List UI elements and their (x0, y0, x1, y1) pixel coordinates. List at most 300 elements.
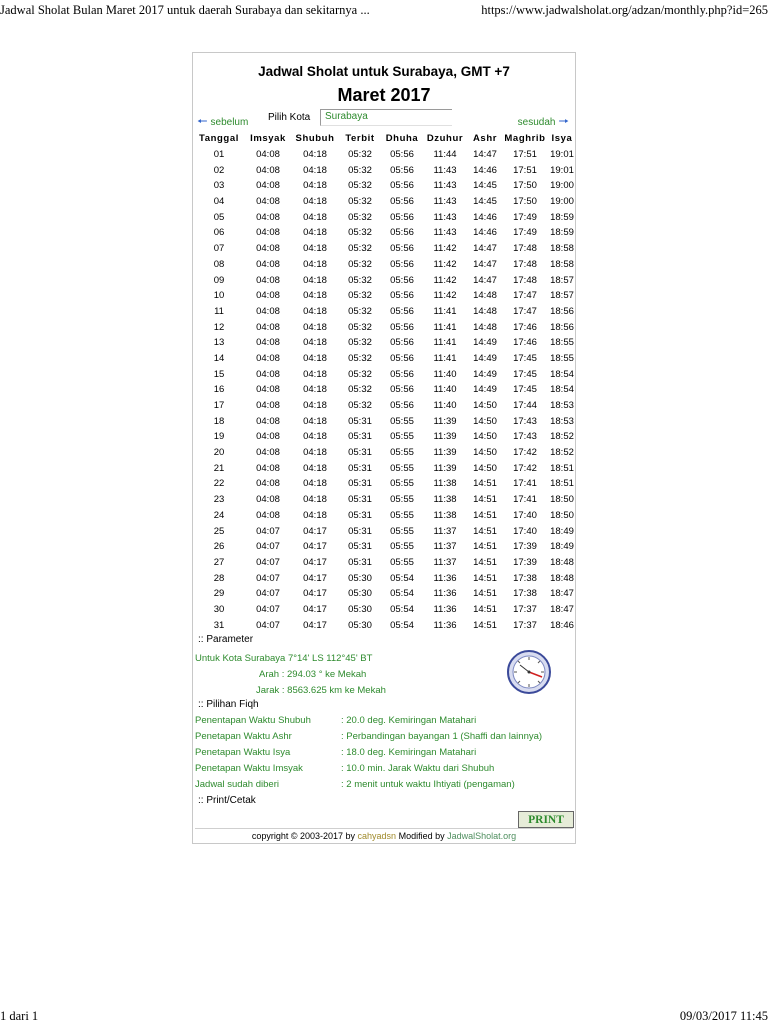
column-header: Shubuh (295, 133, 335, 145)
fiqh-heading: :: Pilihan Fiqh (198, 699, 259, 710)
time-cell: 05:56 (390, 258, 414, 270)
time-cell: 14:47 (473, 149, 497, 161)
time-cell: 05:56 (390, 352, 414, 364)
time-cell: 18:51 (550, 478, 574, 490)
time-cell: 11:36 (433, 588, 457, 600)
date-cell: 04 (213, 196, 225, 208)
table-row (193, 586, 577, 602)
time-cell: 18:58 (550, 243, 574, 255)
mecca-distance (256, 685, 386, 696)
time-cell: 17:41 (513, 494, 537, 506)
parameter-heading: :: Parameter (198, 634, 254, 645)
time-cell: 05:32 (348, 149, 372, 161)
time-cell: 18:52 (550, 447, 574, 459)
date-cell: 28 (213, 572, 225, 584)
column-header: Terbit (345, 133, 375, 145)
time-cell: 04:18 (303, 431, 327, 443)
time-cell: 17:42 (513, 462, 537, 474)
time-cell: 04:18 (303, 478, 327, 490)
time-cell: 05:32 (348, 258, 372, 270)
city-select[interactable]: Surabaya (320, 109, 452, 126)
time-cell: 14:50 (473, 447, 497, 459)
city-label: Pilih Kota (268, 112, 311, 123)
time-cell: 04:08 (256, 258, 280, 270)
table-row (193, 225, 577, 241)
time-cell: 17:45 (513, 368, 537, 380)
date-cell: 14 (213, 352, 225, 364)
time-cell: 11:44 (433, 149, 457, 161)
time-cell: 04:07 (256, 588, 280, 600)
time-cell: 14:50 (473, 415, 497, 427)
time-cell: 05:31 (348, 509, 372, 521)
time-cell: 17:48 (513, 243, 537, 255)
time-cell: 17:51 (513, 164, 537, 176)
time-cell: 18:56 (550, 305, 574, 317)
time-cell: 05:54 (390, 603, 414, 615)
copyright-line (193, 831, 575, 841)
table-row (193, 476, 577, 492)
copyright-prefix: copyright © 2003-2017 by (251, 831, 356, 841)
time-cell: 05:56 (390, 227, 414, 239)
time-cell: 04:18 (303, 494, 327, 506)
table-row (193, 162, 577, 178)
time-cell: 05:54 (390, 588, 414, 600)
time-cell: 11:39 (433, 447, 457, 459)
time-cell: 04:18 (303, 384, 327, 396)
time-cell: 18:55 (550, 337, 574, 349)
print-button[interactable]: PRINT (518, 811, 574, 828)
time-cell: 17:45 (513, 384, 537, 396)
time-cell: 05:56 (390, 400, 414, 412)
direction-label: Arah : (259, 669, 285, 680)
date-cell: 05 (213, 211, 225, 223)
fiqh-item-value: : 10.0 min. Jarak Waktu dari Shubuh (341, 763, 495, 774)
time-cell: 05:30 (348, 603, 372, 615)
fiqh-item-label: Penetapan Waktu Isya (195, 747, 291, 758)
time-cell: 11:43 (433, 211, 457, 223)
table-row (193, 492, 577, 508)
time-cell: 05:30 (348, 572, 372, 584)
time-cell: 05:31 (348, 431, 372, 443)
table-row (193, 194, 577, 210)
time-cell: 18:49 (550, 525, 574, 537)
time-cell: 18:52 (550, 431, 574, 443)
time-cell: 19:01 (550, 164, 574, 176)
time-cell: 17:44 (513, 400, 537, 412)
site-link[interactable]: JadwalSholat.org (447, 831, 517, 841)
date-cell: 21 (213, 462, 225, 474)
time-cell: 11:42 (433, 258, 457, 270)
time-cell: 05:55 (390, 556, 414, 568)
time-cell: 11:41 (433, 305, 457, 317)
time-cell: 18:57 (550, 290, 574, 302)
time-cell: 04:07 (256, 556, 280, 568)
time-cell: 05:32 (348, 164, 372, 176)
time-cell: 05:56 (390, 243, 414, 255)
qibla-compass-icon (506, 649, 552, 695)
table-row (193, 460, 577, 476)
time-cell: 05:32 (348, 180, 372, 192)
arrow-left-icon: 🠔 (197, 114, 208, 128)
time-cell: 05:56 (390, 196, 414, 208)
date-cell: 18 (213, 415, 225, 427)
time-cell: 11:39 (433, 431, 457, 443)
date-cell: 07 (213, 243, 225, 255)
time-cell: 04:08 (256, 164, 280, 176)
time-cell: 04:08 (256, 368, 280, 380)
time-cell: 14:46 (473, 164, 497, 176)
print-heading: :: Print/Cetak (198, 795, 256, 806)
time-cell: 05:32 (348, 337, 372, 349)
fiqh-item-value: : 20.0 deg. Kemiringan Matahari (341, 715, 477, 726)
date-cell: 15 (213, 368, 225, 380)
fiqh-item-value: : Perbandingan bayangan 1 (Shaffi dan lainnya) (341, 731, 543, 742)
time-cell: 18:50 (550, 509, 574, 521)
time-cell: 11:41 (433, 321, 457, 333)
time-cell: 05:55 (390, 541, 414, 553)
time-cell: 04:18 (303, 243, 327, 255)
time-cell: 17:48 (513, 258, 537, 270)
time-cell: 04:08 (256, 400, 280, 412)
time-cell: 11:37 (433, 541, 457, 553)
table-row (193, 508, 577, 524)
time-cell: 14:51 (473, 603, 497, 615)
time-cell: 19:00 (550, 196, 574, 208)
column-header: Dhuha (385, 133, 419, 145)
date-cell: 20 (213, 447, 225, 459)
time-cell: 05:54 (390, 619, 414, 631)
table-row (193, 523, 577, 539)
time-cell: 17:38 (513, 572, 537, 584)
print-header-title: Jadwal Sholat Bulan Maret 2017 untuk daerah Surabaya dan sekitarnya ... (0, 3, 370, 17)
table-row (193, 147, 577, 163)
time-cell: 05:32 (348, 227, 372, 239)
date-cell: 09 (213, 274, 225, 286)
time-cell: 11:42 (433, 243, 457, 255)
table-row (193, 366, 577, 382)
time-cell: 04:18 (303, 274, 327, 286)
time-cell: 04:08 (256, 321, 280, 333)
time-cell: 05:32 (348, 400, 372, 412)
time-cell: 05:55 (390, 494, 414, 506)
time-cell: 04:08 (256, 352, 280, 364)
date-cell: 16 (213, 384, 225, 396)
table-header-row (193, 131, 577, 147)
time-cell: 04:18 (303, 180, 327, 192)
time-cell: 17:50 (513, 180, 537, 192)
print-datetime: 09/03/2017 11:45 (679, 1009, 768, 1023)
date-cell: 13 (213, 337, 225, 349)
time-cell: 05:31 (348, 525, 372, 537)
table-row (193, 257, 577, 273)
column-header: Ashr (472, 133, 498, 145)
time-cell: 14:46 (473, 211, 497, 223)
time-cell: 05:32 (348, 368, 372, 380)
time-cell: 05:32 (348, 384, 372, 396)
time-cell: 05:32 (348, 196, 372, 208)
time-cell: 11:39 (433, 415, 457, 427)
time-cell: 14:51 (473, 509, 497, 521)
time-cell: 14:50 (473, 400, 497, 412)
time-cell: 11:38 (433, 509, 457, 521)
time-cell: 14:51 (473, 556, 497, 568)
prayer-times-table (193, 131, 577, 633)
time-cell: 04:08 (256, 227, 280, 239)
time-cell: 11:43 (433, 227, 457, 239)
time-cell: 11:43 (433, 196, 457, 208)
fiqh-item-value: : 2 menit untuk waktu Ihtiyati (pengaman) (341, 779, 515, 790)
time-cell: 14:45 (473, 196, 497, 208)
time-cell: 17:40 (513, 525, 537, 537)
date-cell: 12 (213, 321, 225, 333)
time-cell: 05:56 (390, 305, 414, 317)
prayer-schedule-panel (192, 52, 576, 844)
time-cell: 14:49 (473, 384, 497, 396)
distance-label: Jarak : (256, 685, 285, 696)
date-cell: 01 (213, 149, 225, 161)
prev-month-link[interactable] (197, 112, 248, 133)
time-cell: 18:55 (550, 352, 574, 364)
time-cell: 04:17 (303, 588, 327, 600)
time-cell: 11:40 (433, 400, 457, 412)
time-cell: 05:31 (348, 415, 372, 427)
time-cell: 18:53 (550, 415, 574, 427)
print-page-number: 1 dari 1 (0, 1009, 39, 1023)
date-cell: 06 (213, 227, 225, 239)
arrow-right-icon: 🠖 (558, 114, 569, 128)
time-cell: 04:18 (303, 368, 327, 380)
time-cell: 17:41 (513, 478, 537, 490)
time-cell: 11:40 (433, 384, 457, 396)
time-cell: 14:48 (473, 290, 497, 302)
time-cell: 11:38 (433, 494, 457, 506)
time-cell: 04:07 (256, 572, 280, 584)
column-header: Maghrib (504, 133, 546, 145)
time-cell: 14:49 (473, 337, 497, 349)
time-cell: 05:55 (390, 509, 414, 521)
time-cell: 14:49 (473, 368, 497, 380)
time-cell: 05:54 (390, 572, 414, 584)
fiqh-item-value: : 18.0 deg. Kemiringan Matahari (341, 747, 477, 758)
time-cell: 18:58 (550, 258, 574, 270)
column-header: Dzuhur (426, 133, 464, 145)
date-cell: 29 (213, 588, 225, 600)
time-cell: 05:32 (348, 352, 372, 364)
date-cell: 22 (213, 478, 225, 490)
time-cell: 18:48 (550, 572, 574, 584)
time-cell: 18:57 (550, 274, 574, 286)
time-cell: 14:47 (473, 258, 497, 270)
date-cell: 10 (213, 290, 225, 302)
time-cell: 05:56 (390, 211, 414, 223)
qibla-direction (259, 669, 366, 680)
time-cell: 18:59 (550, 211, 574, 223)
time-cell: 04:08 (256, 415, 280, 427)
table-row (193, 272, 577, 288)
time-cell: 05:31 (348, 494, 372, 506)
time-cell: 04:17 (303, 619, 327, 631)
date-cell: 08 (213, 258, 225, 270)
time-cell: 04:08 (256, 149, 280, 161)
time-cell: 04:17 (303, 525, 327, 537)
time-cell: 11:38 (433, 478, 457, 490)
time-cell: 17:49 (513, 227, 537, 239)
time-cell: 05:55 (390, 415, 414, 427)
next-month-label: sesudah (517, 117, 556, 128)
time-cell: 17:39 (513, 541, 537, 553)
time-cell: 04:08 (256, 447, 280, 459)
time-cell: 04:18 (303, 227, 327, 239)
table-row (193, 398, 577, 414)
table-row (193, 617, 577, 633)
fiqh-item-label: Penetapan Waktu Imsyak (195, 763, 303, 774)
table-row (193, 570, 577, 586)
table-row (193, 602, 577, 618)
time-cell: 18:51 (550, 462, 574, 474)
time-cell: 18:48 (550, 556, 574, 568)
time-cell: 18:56 (550, 321, 574, 333)
date-cell: 26 (213, 541, 225, 553)
time-cell: 05:56 (390, 384, 414, 396)
date-cell: 11 (214, 305, 224, 317)
time-cell: 05:31 (348, 447, 372, 459)
column-header: Isya (551, 133, 573, 145)
table-row (193, 319, 577, 335)
time-cell: 11:43 (433, 164, 457, 176)
time-cell: 05:32 (348, 274, 372, 286)
time-cell: 18:46 (550, 619, 574, 631)
time-cell: 05:56 (390, 149, 414, 161)
time-cell: 04:18 (303, 196, 327, 208)
time-cell: 04:17 (303, 541, 327, 553)
time-cell: 18:54 (550, 384, 574, 396)
time-cell: 17:39 (513, 556, 537, 568)
time-cell: 19:01 (550, 149, 574, 161)
time-cell: 04:08 (256, 243, 280, 255)
time-cell: 17:46 (513, 337, 537, 349)
time-cell: 05:30 (348, 588, 372, 600)
time-cell: 04:18 (303, 290, 327, 302)
distance-value: 8563.625 km ke Mekah (287, 685, 386, 696)
time-cell: 17:45 (513, 352, 537, 364)
time-cell: 17:48 (513, 274, 537, 286)
time-cell: 11:41 (433, 352, 457, 364)
month-title: Maret 2017 (337, 85, 431, 105)
table-row (193, 413, 577, 429)
time-cell: 05:32 (348, 305, 372, 317)
date-cell: 19 (213, 431, 225, 443)
time-cell: 04:18 (303, 415, 327, 427)
time-cell: 18:49 (550, 541, 574, 553)
time-cell: 17:43 (513, 431, 537, 443)
time-cell: 04:08 (256, 509, 280, 521)
time-cell: 04:18 (303, 321, 327, 333)
location-info: Untuk Kota Surabaya 7°14' LS 112°45' BT (195, 653, 373, 664)
time-cell: 04:18 (303, 211, 327, 223)
time-cell: 14:51 (473, 541, 497, 553)
time-cell: 14:50 (473, 431, 497, 443)
time-cell: 04:08 (256, 290, 280, 302)
time-cell: 05:56 (390, 180, 414, 192)
time-cell: 05:56 (390, 290, 414, 302)
date-cell: 25 (213, 525, 225, 537)
time-cell: 11:40 (433, 368, 457, 380)
time-cell: 18:50 (550, 494, 574, 506)
time-cell: 05:32 (348, 243, 372, 255)
date-cell: 30 (213, 603, 225, 615)
table-row (193, 555, 577, 571)
table-row (193, 429, 577, 445)
time-cell: 11:41 (433, 337, 457, 349)
table-row (193, 335, 577, 351)
time-cell: 04:17 (303, 572, 327, 584)
time-cell: 04:18 (303, 509, 327, 521)
time-cell: 18:53 (550, 400, 574, 412)
time-cell: 05:55 (390, 447, 414, 459)
next-month-link[interactable] (518, 112, 569, 133)
table-row (193, 241, 577, 257)
time-cell: 11:37 (433, 556, 457, 568)
time-cell: 05:55 (390, 431, 414, 443)
time-cell: 17:46 (513, 321, 537, 333)
time-cell: 17:37 (513, 619, 537, 631)
time-cell: 05:56 (390, 368, 414, 380)
time-cell: 05:55 (390, 462, 414, 474)
time-cell: 14:51 (473, 588, 497, 600)
time-cell: 17:47 (513, 305, 537, 317)
time-cell: 14:50 (473, 462, 497, 474)
date-cell: 23 (213, 494, 225, 506)
time-cell: 04:08 (256, 384, 280, 396)
time-cell: 04:18 (303, 352, 327, 364)
time-cell: 14:49 (473, 352, 497, 364)
time-cell: 17:43 (513, 415, 537, 427)
table-row (193, 382, 577, 398)
date-cell: 24 (213, 509, 225, 521)
panel-title: Jadwal Sholat untuk Surabaya, GMT +7 (258, 64, 510, 79)
time-cell: 14:47 (473, 243, 497, 255)
copyright-middle: Modified by (398, 831, 445, 841)
author-link[interactable]: cahyadsn (357, 831, 397, 841)
time-cell: 14:51 (473, 494, 497, 506)
date-cell: 17 (213, 400, 225, 412)
time-cell: 11:39 (433, 462, 457, 474)
time-cell: 18:47 (550, 603, 574, 615)
table-row (193, 445, 577, 461)
time-cell: 04:08 (256, 305, 280, 317)
time-cell: 14:45 (473, 180, 497, 192)
column-header: Imsyak (250, 133, 286, 145)
time-cell: 05:32 (348, 290, 372, 302)
time-cell: 05:56 (390, 321, 414, 333)
time-cell: 04:08 (256, 494, 280, 506)
date-cell: 27 (213, 556, 225, 568)
time-cell: 04:08 (256, 211, 280, 223)
time-cell: 04:18 (303, 337, 327, 349)
time-cell: 14:51 (473, 619, 497, 631)
fiqh-item-label: Jadwal sudah diberi (195, 779, 279, 790)
print-header-url: https://www.jadwalsholat.org/adzan/monthly.php?id=265 (481, 3, 768, 17)
time-cell: 04:07 (256, 525, 280, 537)
time-cell: 17:37 (513, 603, 537, 615)
time-cell: 17:51 (513, 149, 537, 161)
time-cell: 04:18 (303, 400, 327, 412)
time-cell: 17:40 (513, 509, 537, 521)
time-cell: 18:59 (550, 227, 574, 239)
time-cell: 04:18 (303, 462, 327, 474)
time-cell: 11:36 (433, 619, 457, 631)
time-cell: 11:43 (433, 180, 457, 192)
